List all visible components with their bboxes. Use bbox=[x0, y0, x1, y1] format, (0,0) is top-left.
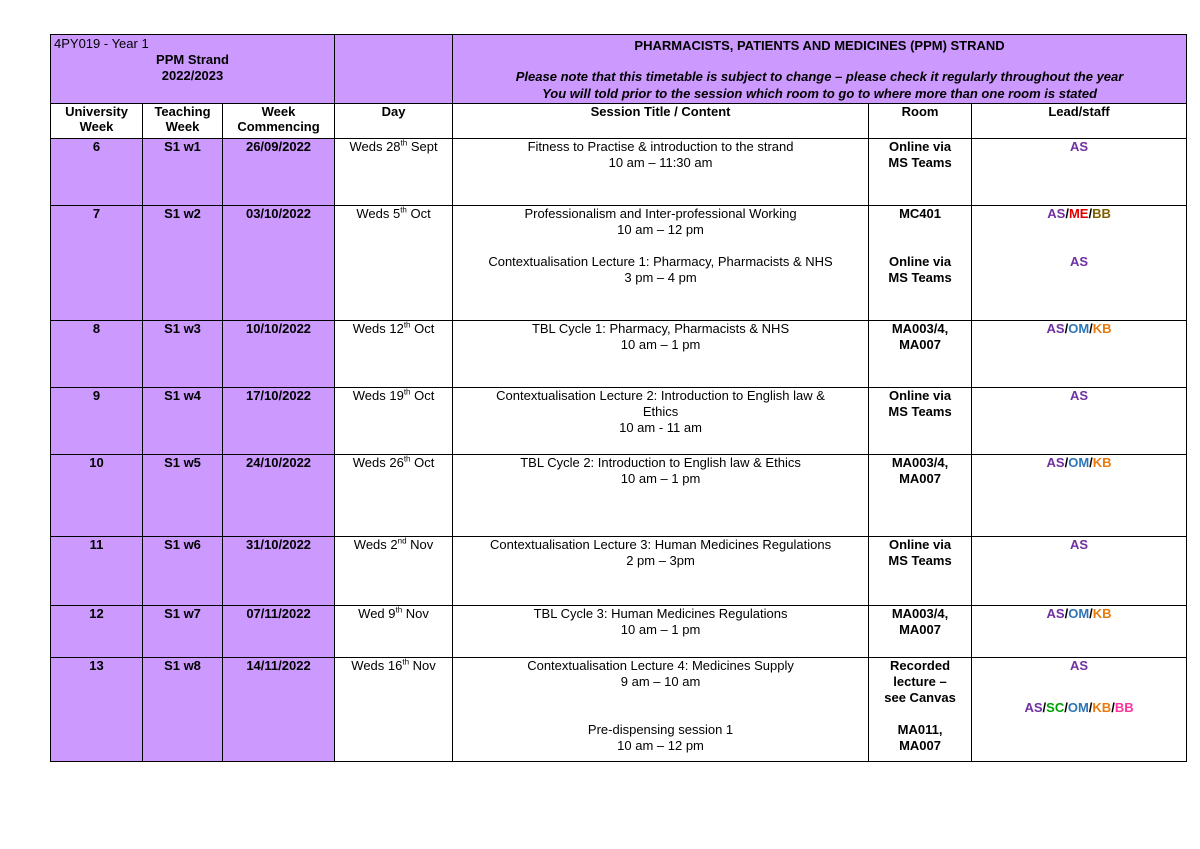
week-commencing: 17/10/2022 bbox=[223, 388, 335, 455]
room-cell: Recorded lecture – see Canvas MA011, MA007 bbox=[869, 658, 972, 762]
room-cell: MA003/4, MA007 bbox=[869, 606, 972, 658]
module-code: 4PY019 - Year 1 bbox=[54, 36, 149, 51]
header-row bbox=[51, 35, 1187, 104]
room-cell: Online via MS Teams bbox=[869, 388, 972, 455]
timetable bbox=[50, 34, 1187, 762]
col-teaching-week: Teaching Week bbox=[143, 104, 223, 139]
teaching-week: S1 w5 bbox=[143, 455, 223, 537]
teaching-week: S1 w3 bbox=[143, 321, 223, 388]
week-commencing: 14/11/2022 bbox=[223, 658, 335, 762]
session-cell: TBL Cycle 2: Introduction to English law & Ethics 10 am – 1 pm bbox=[453, 455, 869, 537]
teaching-week: S1 w7 bbox=[143, 606, 223, 658]
week-commencing: 10/10/2022 bbox=[223, 321, 335, 388]
lead-cell: AS/ME/BB AS bbox=[972, 206, 1187, 321]
column-header-row bbox=[51, 104, 1187, 139]
day-cell: Weds 28th Sept bbox=[335, 139, 453, 206]
session-cell: Contextualisation Lecture 4: Medicines Supply 9 am – 10 am Pre-dispensing session 1 10 am – 12 pm bbox=[453, 658, 869, 762]
lead-cell: AS bbox=[972, 537, 1187, 606]
lead-cell: AS/OM/KB bbox=[972, 321, 1187, 388]
col-session: Session Title / Content bbox=[453, 104, 869, 139]
module-info-cell bbox=[51, 35, 335, 104]
col-room: Room bbox=[869, 104, 972, 139]
header-spacer-cell bbox=[335, 35, 453, 104]
table-row bbox=[51, 206, 1187, 321]
strand-title: PHARMACISTS, PATIENTS AND MEDICINES (PPM) STRAND bbox=[634, 38, 1005, 53]
session-cell: Professionalism and Inter-professional Working 10 am – 12 pm Contextualisation Lecture 1: Pharmacy, Pharmacists & NHS 3 pm – 4 pm bbox=[453, 206, 869, 321]
lead-cell: AS/OM/KB bbox=[972, 455, 1187, 537]
teaching-week: S1 w2 bbox=[143, 206, 223, 321]
table-row bbox=[51, 606, 1187, 658]
room-cell: MA003/4, MA007 bbox=[869, 455, 972, 537]
col-day: Day bbox=[335, 104, 453, 139]
title-cell bbox=[453, 35, 1187, 104]
academic-year: 2022/2023 bbox=[161, 68, 224, 83]
university-week: 11 bbox=[51, 537, 143, 606]
teaching-week: S1 w4 bbox=[143, 388, 223, 455]
room-cell: MA003/4, MA007 bbox=[869, 321, 972, 388]
lead-cell: AS AS/SC/OM/KB/BB bbox=[972, 658, 1187, 762]
table-row bbox=[51, 658, 1187, 762]
table-row bbox=[51, 321, 1187, 388]
university-week: 13 bbox=[51, 658, 143, 762]
day-cell: Weds 19th Oct bbox=[335, 388, 453, 455]
university-week: 6 bbox=[51, 139, 143, 206]
room-cell: Online via MS Teams bbox=[869, 537, 972, 606]
session-cell: Contextualisation Lecture 3: Human Medicines Regulations 2 pm – 3pm bbox=[453, 537, 869, 606]
table-row bbox=[51, 455, 1187, 537]
session-cell: Contextualisation Lecture 2: Introduction to English law & Ethics 10 am - 11 am bbox=[453, 388, 869, 455]
table-row bbox=[51, 139, 1187, 206]
day-cell: Weds 5th Oct bbox=[335, 206, 453, 321]
session-cell: TBL Cycle 1: Pharmacy, Pharmacists & NHS 10 am – 1 pm bbox=[453, 321, 869, 388]
day-cell: Weds 2nd Nov bbox=[335, 537, 453, 606]
change-note: Please note that this timetable is subject to change – please check it regularly throughout the year bbox=[515, 69, 1124, 84]
lead-cell: AS/OM/KB bbox=[972, 606, 1187, 658]
session-cell: TBL Cycle 3: Human Medicines Regulations 10 am – 1 pm bbox=[453, 606, 869, 658]
university-week: 12 bbox=[51, 606, 143, 658]
university-week: 10 bbox=[51, 455, 143, 537]
week-commencing: 03/10/2022 bbox=[223, 206, 335, 321]
week-commencing: 24/10/2022 bbox=[223, 455, 335, 537]
day-cell: Weds 26th Oct bbox=[335, 455, 453, 537]
lead-cell: AS bbox=[972, 388, 1187, 455]
session-cell: Fitness to Practise & introduction to the strand 10 am – 11:30 am bbox=[453, 139, 869, 206]
day-cell: Weds 16th Nov bbox=[335, 658, 453, 762]
week-commencing: 26/09/2022 bbox=[223, 139, 335, 206]
university-week: 7 bbox=[51, 206, 143, 321]
room-cell: MC401 Online via MS Teams bbox=[869, 206, 972, 321]
university-week: 9 bbox=[51, 388, 143, 455]
week-commencing: 31/10/2022 bbox=[223, 537, 335, 606]
table-row bbox=[51, 537, 1187, 606]
col-week-commencing: Week Commencing bbox=[223, 104, 335, 139]
day-cell: Weds 12th Oct bbox=[335, 321, 453, 388]
table-row bbox=[51, 388, 1187, 455]
week-commencing: 07/11/2022 bbox=[223, 606, 335, 658]
lead-cell: AS bbox=[972, 139, 1187, 206]
day-cell: Wed 9th Nov bbox=[335, 606, 453, 658]
teaching-week: S1 w8 bbox=[143, 658, 223, 762]
strand-name: PPM Strand bbox=[156, 52, 229, 67]
university-week: 8 bbox=[51, 321, 143, 388]
teaching-week: S1 w6 bbox=[143, 537, 223, 606]
teaching-week: S1 w1 bbox=[143, 139, 223, 206]
col-lead: Lead/staff bbox=[972, 104, 1187, 139]
room-cell: Online via MS Teams bbox=[869, 139, 972, 206]
room-note: You will told prior to the session which room to go to where more than one room is stated bbox=[542, 86, 1098, 101]
col-university-week: University Week bbox=[51, 104, 143, 139]
